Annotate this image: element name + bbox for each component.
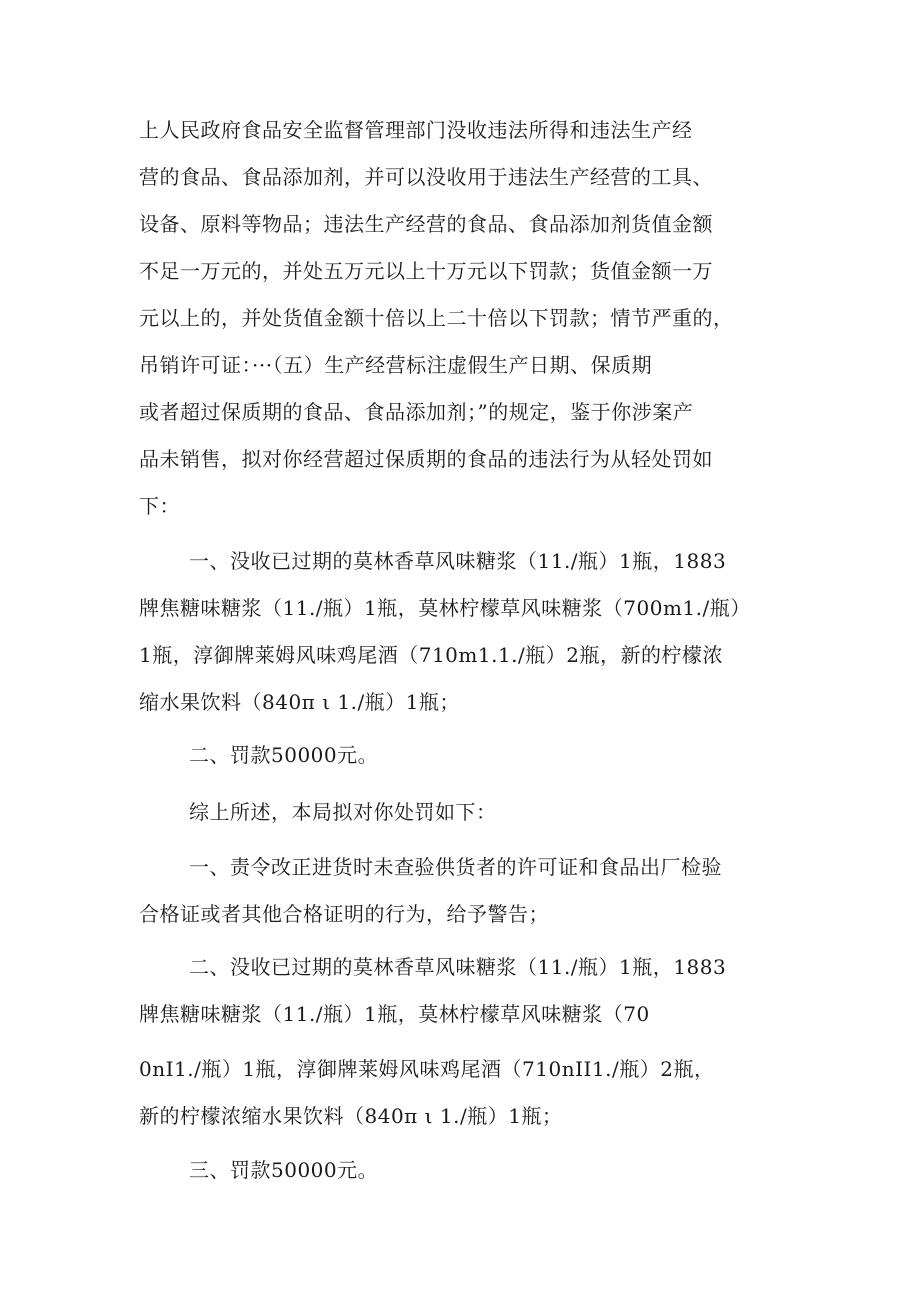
text-line: 缩水果饮料（840π ι 1./瓶）1瓶； [139, 690, 460, 714]
text-line: 三、罚款50000元。 [189, 1158, 379, 1182]
text-line: 牌焦糖味糖浆（11./瓶）1瓶，莫林柠檬草风味糖浆（700m1./瓶） [139, 596, 751, 620]
text-line: 0nI1./瓶）1瓶，淳御牌莱姆风味鸡尾酒（710nII1./瓶）2瓶， [139, 1057, 715, 1081]
text-line: 1瓶，淳御牌莱姆风味鸡尾酒（710m1.1./瓶）2瓶，新的柠檬浓 [139, 643, 723, 667]
text-line: 或者超过保质期的食品、食品添加剂；”的规定，鉴于你涉案产 [139, 400, 694, 424]
text-line: 合格证或者其他合格证明的行为，给予警告； [139, 902, 549, 926]
text-line: 新的柠檬浓缩水果饮料（840π ι 1./瓶）1瓶； [139, 1104, 563, 1128]
text-line: 吊销许可证：···（五）生产经营标注虚假生产日期、保质期 [139, 353, 653, 377]
text-line: 营的食品、食品添加剂，并可以没收用于违法生产经营的工具、 [139, 165, 713, 189]
text-line: 二、罚款50000元。 [189, 743, 379, 767]
text-line: 设备、原料等物品；违法生产经营的食品、食品添加剂货值金额 [139, 212, 713, 236]
text-line: 上人民政府食品安全监督管理部门没收违法所得和违法生产经 [139, 118, 693, 142]
text-line: 品未销售，拟对你经营超过保质期的食品的违法行为从轻处罚如 [139, 447, 713, 471]
text-line: 二、没收已过期的莫林香草风味糖浆（11./瓶）1瓶，1883 [189, 955, 727, 979]
text-line: 一、责令改正进货时未查验供货者的许可证和食品出厂检验 [189, 855, 722, 879]
text-line: 下： [139, 494, 180, 518]
text-line: 一、没收已过期的莫林香草风味糖浆（11./瓶）1瓶，1883 [189, 549, 727, 573]
text-line: 综上所述，本局拟对你处罚如下： [189, 800, 497, 824]
text-line: 不足一万元的，并处五万元以上十万元以下罚款；货值金额一万 [139, 259, 713, 283]
text-line: 牌焦糖味糖浆（11./瓶）1瓶，莫林柠檬草风味糖浆（70 [139, 1002, 650, 1026]
text-line: 元以上的，并处货值金额十倍以上二十倍以下罚款；情节严重的， [139, 306, 734, 330]
